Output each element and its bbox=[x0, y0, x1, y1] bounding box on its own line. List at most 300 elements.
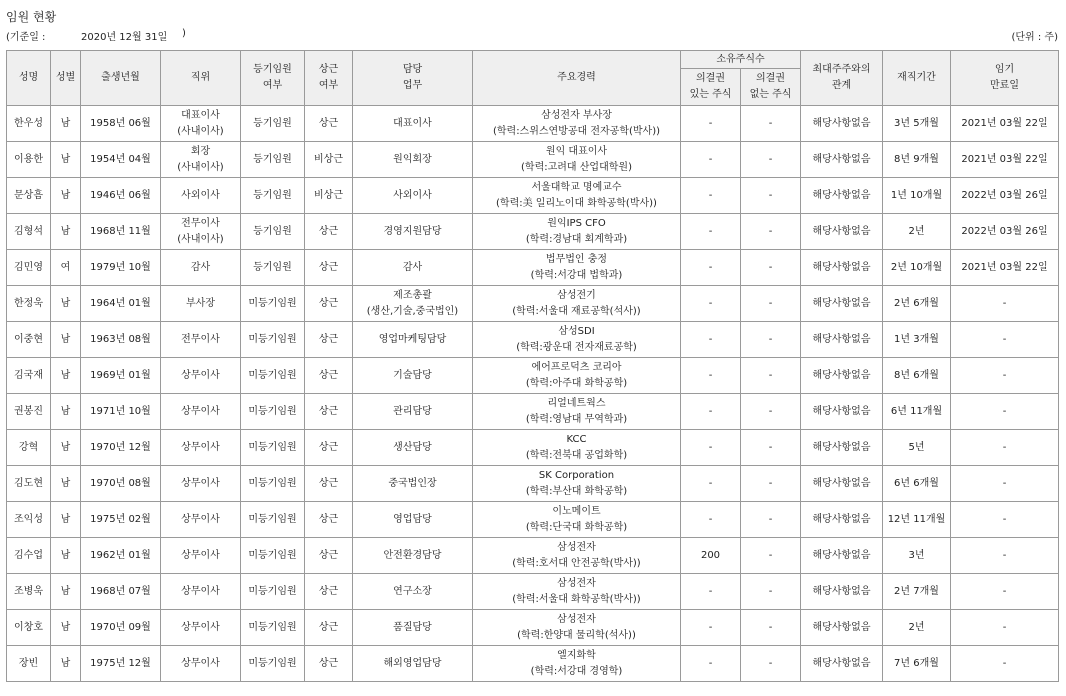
cell-career-line2: (학력:美 일리노이대 화학공학(박사)) bbox=[496, 197, 657, 209]
cell-birth: 1970년 09월 bbox=[81, 610, 161, 646]
cell-fulltime: 비상근 bbox=[305, 178, 353, 214]
cell-career-line1: 원익IPS CFO bbox=[547, 217, 606, 229]
cell-position-line1: 상무이사 bbox=[181, 369, 220, 381]
header-duty-line2: 업무 bbox=[402, 80, 423, 91]
cell-nonvoting-shares: - bbox=[741, 286, 801, 322]
cell-term: - bbox=[951, 430, 1059, 466]
cell-relation: 해당사항없음 bbox=[801, 538, 883, 574]
cell-position-line1: 상무이사 bbox=[181, 621, 220, 633]
cell-duty bbox=[353, 286, 473, 322]
cell-career bbox=[473, 106, 681, 142]
cell-fulltime: 상근 bbox=[305, 250, 353, 286]
cell-term: - bbox=[951, 538, 1059, 574]
cell-gender: 남 bbox=[51, 142, 81, 178]
cell-term: - bbox=[951, 322, 1059, 358]
cell-term: - bbox=[951, 358, 1059, 394]
cell-career bbox=[473, 538, 681, 574]
cell-voting-shares: - bbox=[681, 142, 741, 178]
cell-career-line2: (학력:호서대 안전공학(박사)) bbox=[512, 557, 641, 569]
cell-career bbox=[473, 610, 681, 646]
executive-table bbox=[6, 50, 1059, 682]
cell-registered: 등기임원 bbox=[241, 142, 305, 178]
cell-career bbox=[473, 430, 681, 466]
cell-career-line1: 삼성전기 bbox=[557, 289, 596, 301]
cell-registered: 미등기임원 bbox=[241, 574, 305, 610]
header-voting-line1: 의결권 bbox=[696, 73, 725, 84]
table-row bbox=[7, 142, 1059, 178]
cell-relation: 해당사항없음 bbox=[801, 466, 883, 502]
cell-relation: 해당사항없음 bbox=[801, 502, 883, 538]
table-row bbox=[7, 214, 1059, 250]
cell-tenure: 2년 7개월 bbox=[883, 574, 951, 610]
cell-birth: 1970년 12월 bbox=[81, 430, 161, 466]
header-term-line2: 만료일 bbox=[990, 80, 1019, 91]
cell-career-line2: (학력:스위스연방공대 전자공학(박사)) bbox=[492, 125, 661, 137]
cell-gender: 남 bbox=[51, 466, 81, 502]
cell-nonvoting-shares: - bbox=[741, 178, 801, 214]
header-nonvoting-line1: 의결권 bbox=[756, 73, 785, 84]
cell-career bbox=[473, 178, 681, 214]
cell-fulltime: 상근 bbox=[305, 466, 353, 502]
cell-name: 이창호 bbox=[7, 610, 51, 646]
cell-position bbox=[161, 106, 241, 142]
cell-duty-line1: 기술담당 bbox=[393, 369, 432, 381]
cell-duty bbox=[353, 430, 473, 466]
cell-tenure: 6년 6개월 bbox=[883, 466, 951, 502]
cell-fulltime: 상근 bbox=[305, 394, 353, 430]
cell-career-line1: SK Corporation bbox=[538, 469, 615, 481]
header-registered-line2: 여부 bbox=[262, 80, 283, 91]
cell-position-line1: 사외이사 bbox=[181, 189, 220, 201]
cell-relation: 해당사항없음 bbox=[801, 610, 883, 646]
cell-name: 김국재 bbox=[7, 358, 51, 394]
cell-voting-shares: - bbox=[681, 574, 741, 610]
header-registered bbox=[241, 51, 305, 106]
cell-registered: 미등기임원 bbox=[241, 502, 305, 538]
cell-relation: 해당사항없음 bbox=[801, 646, 883, 682]
cell-birth: 1970년 08월 bbox=[81, 466, 161, 502]
cell-term: 2021년 03월 22일 bbox=[951, 250, 1059, 286]
cell-birth: 1964년 01월 bbox=[81, 286, 161, 322]
cell-duty-line1: 해외영업담당 bbox=[383, 657, 442, 669]
cell-position bbox=[161, 214, 241, 250]
cell-position-line1: 전무이사 bbox=[181, 217, 220, 229]
cell-fulltime: 상근 bbox=[305, 214, 353, 250]
cell-name: 이중현 bbox=[7, 322, 51, 358]
cell-voting-shares: - bbox=[681, 394, 741, 430]
cell-birth: 1971년 10월 bbox=[81, 394, 161, 430]
cell-tenure: 6년 11개월 bbox=[883, 394, 951, 430]
cell-tenure: 5년 bbox=[883, 430, 951, 466]
cell-registered: 미등기임원 bbox=[241, 286, 305, 322]
header-shares: 소유주식수 bbox=[681, 51, 801, 69]
cell-tenure: 7년 6개월 bbox=[883, 646, 951, 682]
base-date-line bbox=[6, 28, 1058, 42]
header-relation bbox=[801, 51, 883, 106]
cell-duty bbox=[353, 502, 473, 538]
header-registered-line1: 등기임원 bbox=[253, 64, 292, 75]
cell-career bbox=[473, 358, 681, 394]
cell-registered: 등기임원 bbox=[241, 178, 305, 214]
cell-name: 한우성 bbox=[7, 106, 51, 142]
cell-birth: 1968년 07월 bbox=[81, 574, 161, 610]
base-date-label: (기준일 : bbox=[6, 32, 46, 43]
header-gender: 성별 bbox=[51, 51, 81, 106]
cell-position bbox=[161, 322, 241, 358]
cell-voting-shares: - bbox=[681, 322, 741, 358]
header-fulltime-line2: 여부 bbox=[318, 80, 339, 91]
cell-career-line2: (학력:경남대 회계학과) bbox=[525, 233, 628, 245]
header-voting-line2: 있는 주식 bbox=[689, 89, 732, 100]
cell-duty-line1: 중국법인장 bbox=[388, 477, 437, 489]
cell-duty-line1: 경영지원담당 bbox=[383, 225, 442, 237]
cell-fulltime: 상근 bbox=[305, 358, 353, 394]
table-row bbox=[7, 574, 1059, 610]
cell-position-line1: 상무이사 bbox=[181, 549, 220, 561]
cell-gender: 여 bbox=[51, 250, 81, 286]
cell-birth: 1975년 12월 bbox=[81, 646, 161, 682]
cell-duty bbox=[353, 466, 473, 502]
cell-registered: 등기임원 bbox=[241, 250, 305, 286]
cell-birth: 1946년 06월 bbox=[81, 178, 161, 214]
table-row bbox=[7, 394, 1059, 430]
header-nonvoting bbox=[741, 69, 801, 106]
cell-voting-shares: - bbox=[681, 178, 741, 214]
cell-fulltime: 상근 bbox=[305, 502, 353, 538]
cell-position bbox=[161, 358, 241, 394]
cell-fulltime: 비상근 bbox=[305, 142, 353, 178]
cell-birth: 1975년 02월 bbox=[81, 502, 161, 538]
cell-duty bbox=[353, 646, 473, 682]
table-header bbox=[7, 51, 1059, 106]
table-row bbox=[7, 466, 1059, 502]
cell-position-line1: 상무이사 bbox=[181, 477, 220, 489]
cell-duty-line1: 품질담당 bbox=[393, 621, 432, 633]
cell-duty-line1: 관리담당 bbox=[393, 405, 432, 417]
cell-position bbox=[161, 250, 241, 286]
cell-position-line1: 감사 bbox=[190, 261, 211, 273]
unit-label: (단위 : 주) bbox=[1011, 32, 1058, 43]
cell-career-line1: 에어프로덕츠 코리아 bbox=[531, 361, 622, 373]
cell-duty bbox=[353, 178, 473, 214]
cell-registered: 미등기임원 bbox=[241, 466, 305, 502]
cell-career-line1: KCC bbox=[566, 433, 587, 445]
cell-tenure: 3년 5개월 bbox=[883, 106, 951, 142]
cell-term: - bbox=[951, 610, 1059, 646]
cell-gender: 남 bbox=[51, 322, 81, 358]
cell-position-line2: (사내이사) bbox=[177, 233, 224, 245]
cell-birth: 1969년 01월 bbox=[81, 358, 161, 394]
cell-name: 김수업 bbox=[7, 538, 51, 574]
cell-tenure: 2년 6개월 bbox=[883, 286, 951, 322]
cell-career-line1: 이노메이트 bbox=[552, 505, 601, 517]
cell-career-line1: 엘지화학 bbox=[557, 649, 596, 661]
cell-term: 2022년 03월 26일 bbox=[951, 178, 1059, 214]
cell-voting-shares: - bbox=[681, 610, 741, 646]
cell-gender: 남 bbox=[51, 538, 81, 574]
cell-tenure: 3년 bbox=[883, 538, 951, 574]
cell-birth: 1963년 08월 bbox=[81, 322, 161, 358]
cell-position bbox=[161, 502, 241, 538]
cell-duty-line2: (생산,기술,중국법인) bbox=[366, 305, 459, 317]
cell-career bbox=[473, 646, 681, 682]
cell-duty-line1: 생산담당 bbox=[393, 441, 432, 453]
cell-career bbox=[473, 394, 681, 430]
table-row bbox=[7, 106, 1059, 142]
header-term-line1: 임기 bbox=[994, 64, 1015, 75]
cell-birth: 1954년 04월 bbox=[81, 142, 161, 178]
cell-career-line2: (학력:서울대 재료공학(석사)) bbox=[512, 305, 641, 317]
cell-tenure: 2년 10개월 bbox=[883, 250, 951, 286]
cell-relation: 해당사항없음 bbox=[801, 394, 883, 430]
cell-voting-shares: - bbox=[681, 646, 741, 682]
cell-term: - bbox=[951, 286, 1059, 322]
cell-gender: 남 bbox=[51, 286, 81, 322]
cell-duty-line1: 영업담당 bbox=[393, 513, 432, 525]
base-date: 2020년 12월 31일 bbox=[81, 32, 168, 43]
cell-fulltime: 상근 bbox=[305, 610, 353, 646]
cell-nonvoting-shares: - bbox=[741, 250, 801, 286]
cell-registered: 등기임원 bbox=[241, 214, 305, 250]
cell-registered: 미등기임원 bbox=[241, 358, 305, 394]
cell-nonvoting-shares: - bbox=[741, 358, 801, 394]
table-row bbox=[7, 502, 1059, 538]
cell-nonvoting-shares: - bbox=[741, 646, 801, 682]
cell-name: 권봉진 bbox=[7, 394, 51, 430]
cell-career-line1: 법무법인 충정 bbox=[545, 253, 608, 265]
cell-relation: 해당사항없음 bbox=[801, 178, 883, 214]
cell-relation: 해당사항없음 bbox=[801, 358, 883, 394]
cell-career-line2: (학력:서강대 경영학) bbox=[530, 665, 623, 677]
cell-name: 조병욱 bbox=[7, 574, 51, 610]
header-duty bbox=[353, 51, 473, 106]
cell-registered: 미등기임원 bbox=[241, 646, 305, 682]
cell-nonvoting-shares: - bbox=[741, 574, 801, 610]
header-nonvoting-line2: 없는 주식 bbox=[749, 89, 792, 100]
header-fulltime bbox=[305, 51, 353, 106]
header-tenure: 재직기간 bbox=[883, 51, 951, 106]
cell-name: 한정욱 bbox=[7, 286, 51, 322]
cell-career-line2: (학력:영남대 무역학과) bbox=[525, 413, 628, 425]
cell-name: 장빈 bbox=[7, 646, 51, 682]
cell-tenure: 8년 6개월 bbox=[883, 358, 951, 394]
cell-gender: 남 bbox=[51, 214, 81, 250]
cell-career bbox=[473, 322, 681, 358]
cell-registered: 미등기임원 bbox=[241, 610, 305, 646]
cell-birth: 1958년 06월 bbox=[81, 106, 161, 142]
cell-position-line1: 부사장 bbox=[186, 297, 215, 309]
cell-voting-shares: - bbox=[681, 466, 741, 502]
cell-name: 강혁 bbox=[7, 430, 51, 466]
cell-position bbox=[161, 430, 241, 466]
cell-registered: 미등기임원 bbox=[241, 394, 305, 430]
table-row bbox=[7, 610, 1059, 646]
cell-gender: 남 bbox=[51, 106, 81, 142]
table-row bbox=[7, 358, 1059, 394]
cell-nonvoting-shares: - bbox=[741, 502, 801, 538]
cell-duty-line1: 영업마케팅담당 bbox=[378, 333, 447, 345]
cell-duty bbox=[353, 574, 473, 610]
cell-nonvoting-shares: - bbox=[741, 394, 801, 430]
page-title: 임원 현황 bbox=[6, 10, 57, 24]
cell-position-line1: 상무이사 bbox=[181, 405, 220, 417]
cell-career-line1: 삼성SDI bbox=[558, 325, 595, 337]
cell-tenure: 1년 3개월 bbox=[883, 322, 951, 358]
cell-duty-line1: 안전환경담당 bbox=[383, 549, 442, 561]
cell-nonvoting-shares: - bbox=[741, 142, 801, 178]
table-row bbox=[7, 646, 1059, 682]
cell-nonvoting-shares: - bbox=[741, 466, 801, 502]
cell-nonvoting-shares: - bbox=[741, 610, 801, 646]
cell-career-line2: (학력:한양대 물리학(석사)) bbox=[517, 629, 636, 641]
cell-career bbox=[473, 214, 681, 250]
cell-birth: 1979년 10월 bbox=[81, 250, 161, 286]
header-career: 주요경력 bbox=[473, 51, 681, 106]
table-row bbox=[7, 250, 1059, 286]
cell-gender: 남 bbox=[51, 394, 81, 430]
table-body bbox=[7, 106, 1059, 682]
cell-term: 2022년 03월 26일 bbox=[951, 214, 1059, 250]
cell-term: - bbox=[951, 646, 1059, 682]
cell-voting-shares: - bbox=[681, 286, 741, 322]
cell-position bbox=[161, 646, 241, 682]
cell-position-line1: 전무이사 bbox=[181, 333, 220, 345]
cell-duty bbox=[353, 610, 473, 646]
cell-career-line1: 삼성전자 bbox=[557, 577, 596, 589]
header-relation-line1: 최대주주와의 bbox=[812, 64, 871, 75]
cell-name: 조익성 bbox=[7, 502, 51, 538]
cell-position bbox=[161, 466, 241, 502]
cell-relation: 해당사항없음 bbox=[801, 250, 883, 286]
cell-duty bbox=[353, 214, 473, 250]
cell-career bbox=[473, 250, 681, 286]
cell-voting-shares: 200 bbox=[681, 538, 741, 574]
header-term bbox=[951, 51, 1059, 106]
cell-name: 김형석 bbox=[7, 214, 51, 250]
cell-fulltime: 상근 bbox=[305, 322, 353, 358]
cell-duty-line1: 원익회장 bbox=[393, 153, 432, 165]
header-position: 직위 bbox=[161, 51, 241, 106]
cell-career-line1: 원익 대표이사 bbox=[545, 145, 608, 157]
cell-voting-shares: - bbox=[681, 358, 741, 394]
cell-fulltime: 상근 bbox=[305, 106, 353, 142]
cell-voting-shares: - bbox=[681, 430, 741, 466]
cell-career-line1: 삼성전자 bbox=[557, 613, 596, 625]
cell-position bbox=[161, 610, 241, 646]
cell-duty bbox=[353, 106, 473, 142]
header-fulltime-line1: 상근 bbox=[318, 64, 339, 75]
cell-position-line1: 상무이사 bbox=[181, 441, 220, 453]
cell-fulltime: 상근 bbox=[305, 574, 353, 610]
cell-fulltime: 상근 bbox=[305, 430, 353, 466]
table-row bbox=[7, 430, 1059, 466]
cell-career-line2: (학력:서강대 법학과) bbox=[530, 269, 623, 281]
cell-registered: 등기임원 bbox=[241, 106, 305, 142]
cell-relation: 해당사항없음 bbox=[801, 286, 883, 322]
cell-career-line1: 서울대학교 명예교수 bbox=[531, 181, 622, 193]
cell-gender: 남 bbox=[51, 610, 81, 646]
cell-fulltime: 상근 bbox=[305, 286, 353, 322]
cell-duty-line1: 제조총괄 bbox=[393, 289, 432, 301]
cell-relation: 해당사항없음 bbox=[801, 430, 883, 466]
cell-position bbox=[161, 286, 241, 322]
cell-position bbox=[161, 574, 241, 610]
cell-tenure: 8년 9개월 bbox=[883, 142, 951, 178]
cell-voting-shares: - bbox=[681, 502, 741, 538]
cell-registered: 미등기임원 bbox=[241, 322, 305, 358]
cell-career bbox=[473, 286, 681, 322]
cell-duty bbox=[353, 394, 473, 430]
cell-birth: 1962년 01월 bbox=[81, 538, 161, 574]
cell-position-line2: (사내이사) bbox=[177, 161, 224, 173]
cell-career-line2: (학력:고려대 산업대학원) bbox=[521, 161, 632, 173]
cell-duty bbox=[353, 358, 473, 394]
cell-position-line2: (사내이사) bbox=[177, 125, 224, 137]
cell-registered: 미등기임원 bbox=[241, 430, 305, 466]
cell-duty bbox=[353, 538, 473, 574]
cell-term: 2021년 03월 22일 bbox=[951, 142, 1059, 178]
cell-relation: 해당사항없음 bbox=[801, 142, 883, 178]
cell-relation: 해당사항없음 bbox=[801, 322, 883, 358]
cell-nonvoting-shares: - bbox=[741, 538, 801, 574]
cell-duty bbox=[353, 142, 473, 178]
cell-position-line1: 상무이사 bbox=[181, 513, 220, 525]
cell-career-line2: (학력:광운대 전자재료공학) bbox=[516, 341, 637, 353]
cell-gender: 남 bbox=[51, 178, 81, 214]
cell-career-line2: (학력:아주대 화학공학) bbox=[525, 377, 628, 389]
table-row bbox=[7, 178, 1059, 214]
table-row bbox=[7, 286, 1059, 322]
cell-position-line1: 상무이사 bbox=[181, 657, 220, 669]
cell-career-line2: (학력:전북대 공업화학) bbox=[525, 449, 628, 461]
cell-nonvoting-shares: - bbox=[741, 322, 801, 358]
cell-relation: 해당사항없음 bbox=[801, 106, 883, 142]
cell-fulltime: 상근 bbox=[305, 646, 353, 682]
cell-career bbox=[473, 574, 681, 610]
cell-nonvoting-shares: - bbox=[741, 214, 801, 250]
cell-relation: 해당사항없음 bbox=[801, 574, 883, 610]
cell-tenure: 1년 10개월 bbox=[883, 178, 951, 214]
cell-position bbox=[161, 538, 241, 574]
cell-position-line1: 회장 bbox=[190, 145, 211, 157]
cell-fulltime: 상근 bbox=[305, 538, 353, 574]
cell-position-line1: 대표이사 bbox=[181, 109, 220, 121]
cell-position-line1: 상무이사 bbox=[181, 585, 220, 597]
cell-gender: 남 bbox=[51, 502, 81, 538]
cell-career-line2: (학력:서울대 화학공학(박사)) bbox=[512, 593, 641, 605]
base-date-close: ) bbox=[182, 28, 186, 39]
cell-gender: 남 bbox=[51, 646, 81, 682]
cell-career-line1: 삼성전자 bbox=[557, 541, 596, 553]
table-row bbox=[7, 322, 1059, 358]
cell-name: 김민영 bbox=[7, 250, 51, 286]
cell-duty bbox=[353, 322, 473, 358]
cell-tenure: 12년 11개월 bbox=[883, 502, 951, 538]
header-birth: 출생년월 bbox=[81, 51, 161, 106]
cell-tenure: 2년 bbox=[883, 610, 951, 646]
cell-name: 문상흠 bbox=[7, 178, 51, 214]
cell-birth: 1968년 11월 bbox=[81, 214, 161, 250]
cell-term: - bbox=[951, 502, 1059, 538]
cell-tenure: 2년 bbox=[883, 214, 951, 250]
table-row bbox=[7, 538, 1059, 574]
cell-term: - bbox=[951, 574, 1059, 610]
cell-term: - bbox=[951, 394, 1059, 430]
cell-position bbox=[161, 178, 241, 214]
cell-term: - bbox=[951, 466, 1059, 502]
cell-career bbox=[473, 502, 681, 538]
header-name: 성명 bbox=[7, 51, 51, 106]
